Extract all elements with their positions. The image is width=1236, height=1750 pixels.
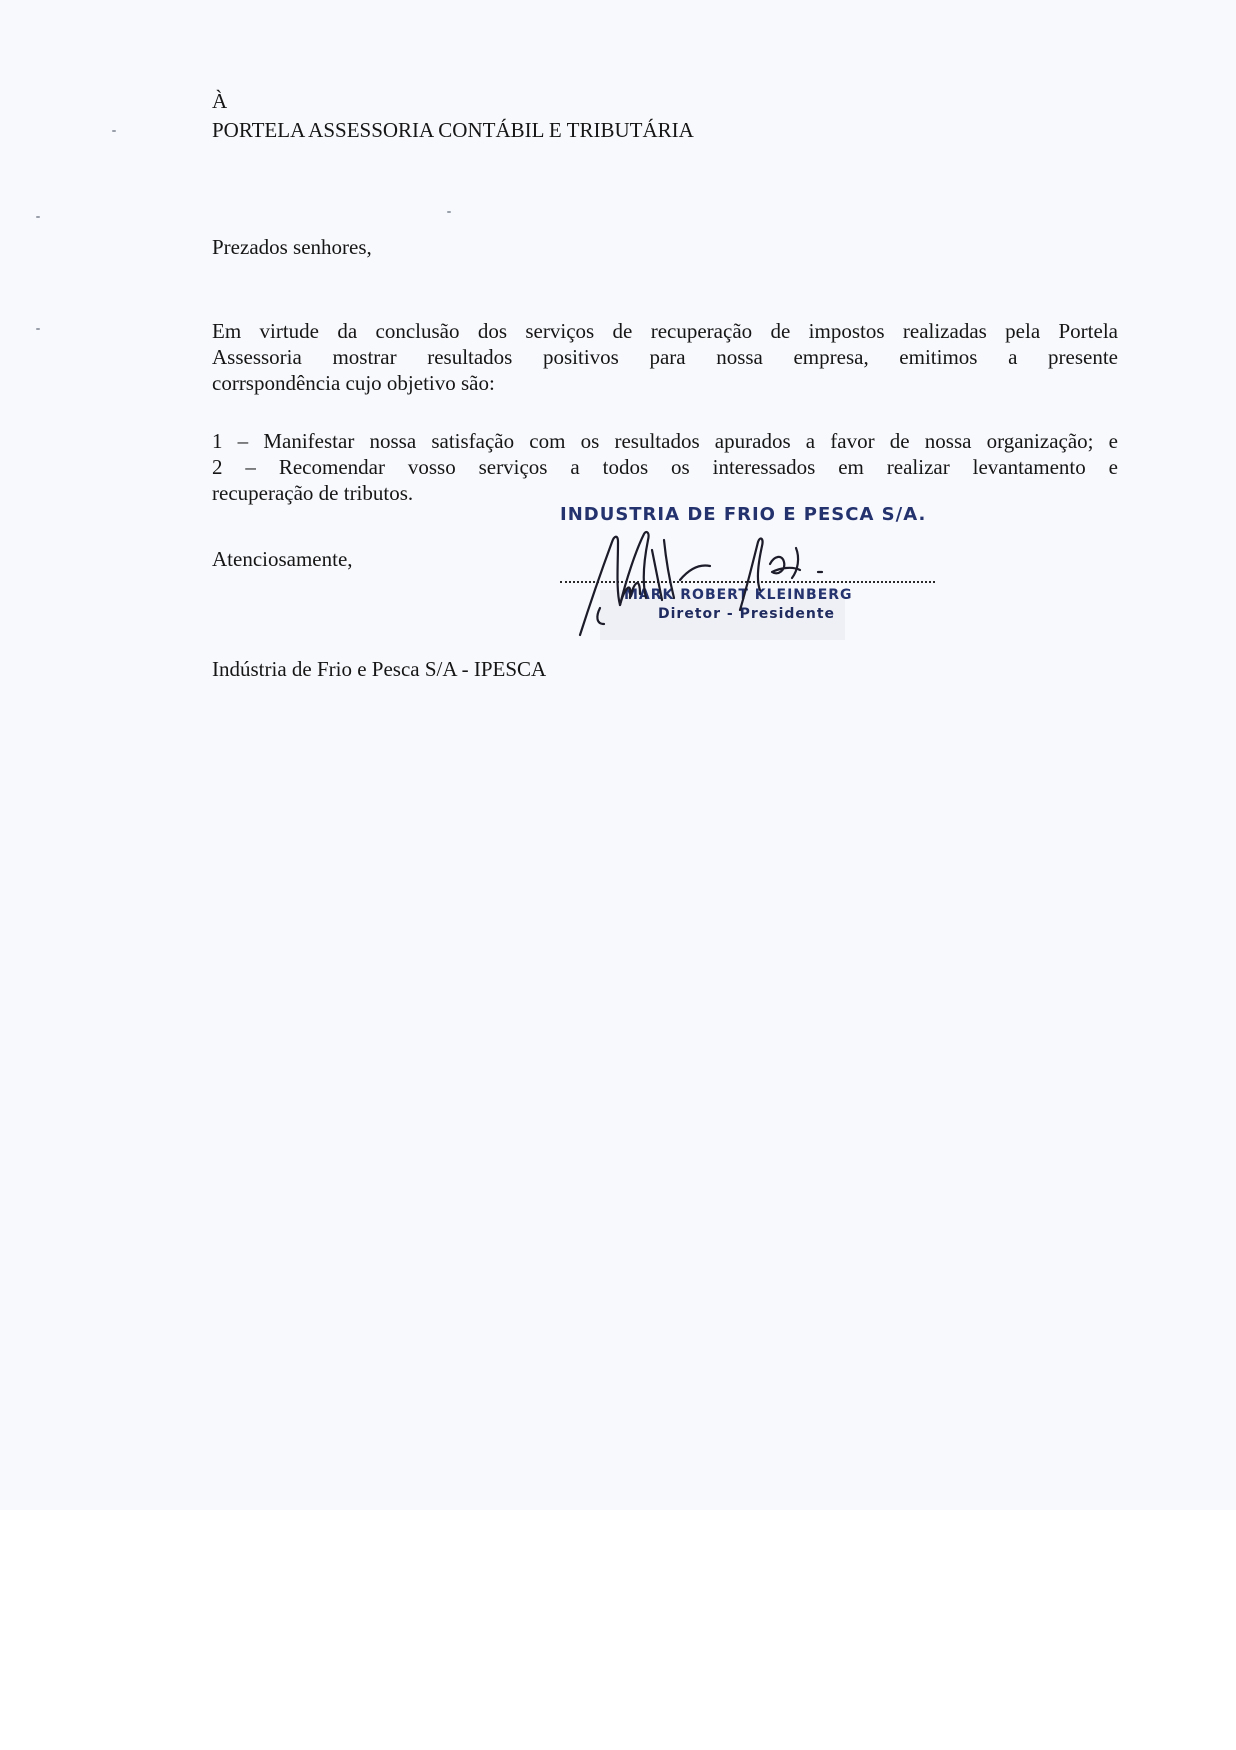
- address-prefix: À: [212, 89, 228, 113]
- paragraph-line: corrspondência cujo objetivo são:: [212, 371, 495, 395]
- salutation: Prezados senhores,: [212, 235, 372, 259]
- list-item: 2 – Recomendar vosso serviços a todos os interessados em realizar levantamento e: [212, 455, 1118, 479]
- paragraph-line: Assessoria mostrar resultados positivos para nossa empresa, emitimos a presente: [212, 345, 1118, 369]
- stamp-company-name: INDUSTRIA DE FRIO E PESCA S/A.: [560, 504, 927, 525]
- recipient-name: PORTELA ASSESSORIA CONTÁBIL E TRIBUTÁRIA: [212, 118, 694, 142]
- scan-speck: [112, 130, 116, 132]
- handwritten-signature: [560, 520, 980, 640]
- stamp-signatory-name: MARK ROBERT KLEINBERG: [624, 587, 853, 603]
- stamp-signatory-role: Diretor - Presidente: [658, 606, 836, 622]
- list-item: 1 – Manifestar nossa satisfação com os resultados apurados a favor de nossa organização; e: [212, 429, 1118, 453]
- scan-speck: [36, 216, 40, 218]
- list-item: recuperação de tributos.: [212, 481, 414, 505]
- company-footer: Indústria de Frio e Pesca S/A - IPESCA: [212, 657, 547, 681]
- scan-speck: [36, 328, 40, 330]
- paragraph-line: Em virtude da conclusão dos serviços de recuperação de impostos realizadas pela Portela: [212, 319, 1118, 343]
- scan-speck: [447, 211, 451, 213]
- closing: Atenciosamente,: [212, 547, 353, 571]
